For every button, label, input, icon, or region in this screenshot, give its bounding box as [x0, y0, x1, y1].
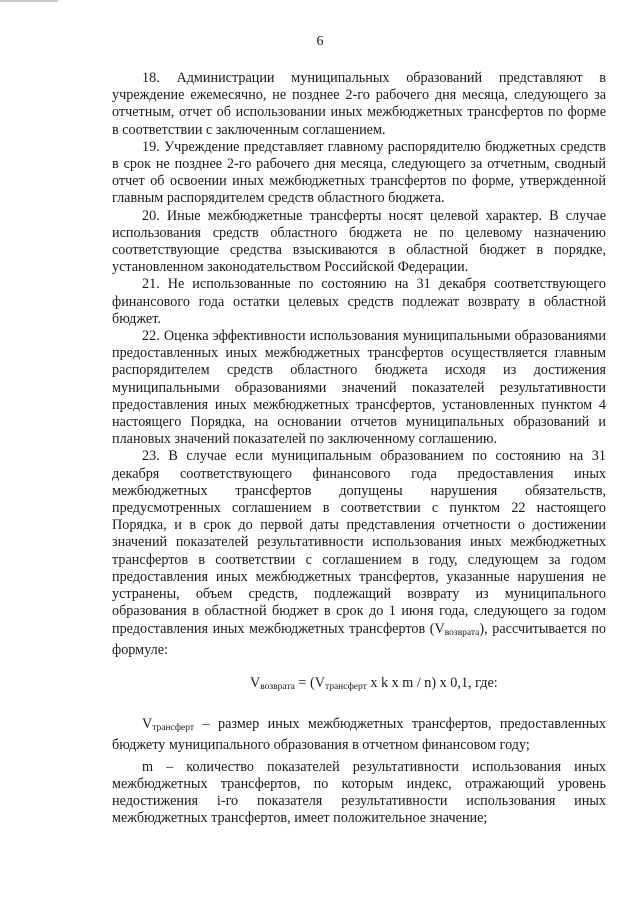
- paragraph-23-text: 23. В случае если муниципальным образованием по состоянию на 31 декабря соответствующего финансового года предоставления иных межбюджетных трансфертов допущены нарушения обязательств, предусмотренных соглашением в соответствии с пунктом 22 настоящего Порядка, и в срок до первой даты представления отчетности о достижении значений показателей результативности использования иных межбюджетных трансфертов в соответствии с соглашением в году, следующем за годом предоставления иных межбюджетных трансфертов, указанные нарушения не устранены, объем средств, подлежащий возврату из муниципального образования в областной бюджет в срок до 1 июня года, следующего за годом предоставления иных межбюджетных трансфертов (V: [112, 448, 606, 637]
- paragraph-23-tail: ), рассчитывается по формуле:: [112, 620, 606, 658]
- paragraph-18: 18. Администрации муниципальных образований представляют в учреждение ежемесячно, не позднее 2-го рабочего дня месяца, следующего за отчетным, отчет об использовании иных межбюджетных трансфертов по форме в соответствии с заключенным соглашением.: [112, 70, 606, 138]
- formula-v1: V: [250, 674, 261, 691]
- formula-eq: = (V: [294, 674, 325, 691]
- formula-v1-subscript: возврата: [260, 681, 295, 692]
- document-body: [112, 70, 606, 827]
- paragraph-23: [112, 448, 606, 658]
- scan-edge-mark: [0, 0, 58, 2]
- formula-rest: x k x m / n) x 0,1, где:: [366, 674, 498, 691]
- definition-v-subscript: трансферт: [152, 723, 195, 734]
- paragraph-19: 19. Учреждение представляет главному распорядителю бюджетных средств в срок не позднее 2-го рабочего дня месяца, следующего за отчетным, сводный отчет об освоении иных межбюджетных трансфертов по форме, утвержденной главным распорядителем средств областного бюджета.: [112, 138, 606, 207]
- formula: [250, 675, 606, 696]
- paragraph-20: 20. Иные межбюджетные трансферты носят целевой характер. В случае использования средств областного бюджета не по целевому назначению соответствующие средства взыскиваются в областной бюджет в порядке, установленном законодательством Российской Федерации.: [112, 207, 606, 276]
- formula-v2-subscript: трансферт: [324, 681, 367, 692]
- definition-v-transfer: [112, 716, 606, 754]
- page-number: 6: [316, 34, 324, 49]
- paragraph-22: 22. Оценка эффективности использования муниципальными образованиями предоставленных иных межбюджетных трансфертов осуществляется главным распорядителем средств областного бюджета исходя из достижения муниципальными образованиями значений показателей результативности предоставления иных межбюджетных трансфертов, установленных пунктом 4 настоящего Порядка, на основании отчетов муниципальных образований и плановых значений показателей по заключенному соглашению.: [112, 328, 606, 448]
- definition-v-text: – размер иных межбюджетных трансфертов, предоставленных бюджету муниципального образования в отчетном финансовом году;: [112, 716, 606, 754]
- v-return-subscript: возврата: [444, 627, 480, 638]
- paragraph-21: 21. Не использованные по состоянию на 31 декабря соответствующего финансового года остатки целевых средств подлежат возврату в областной бюджет.: [112, 276, 606, 327]
- definition-v-symbol: V: [142, 716, 153, 733]
- definition-m: m – количество показателей результативности использования иных межбюджетных трансфертов, по которым индекс, отражающий уровень недостижения i-го показателя результативности использования иных межбюджетных трансфертов, имеет положительное значение;: [112, 758, 606, 827]
